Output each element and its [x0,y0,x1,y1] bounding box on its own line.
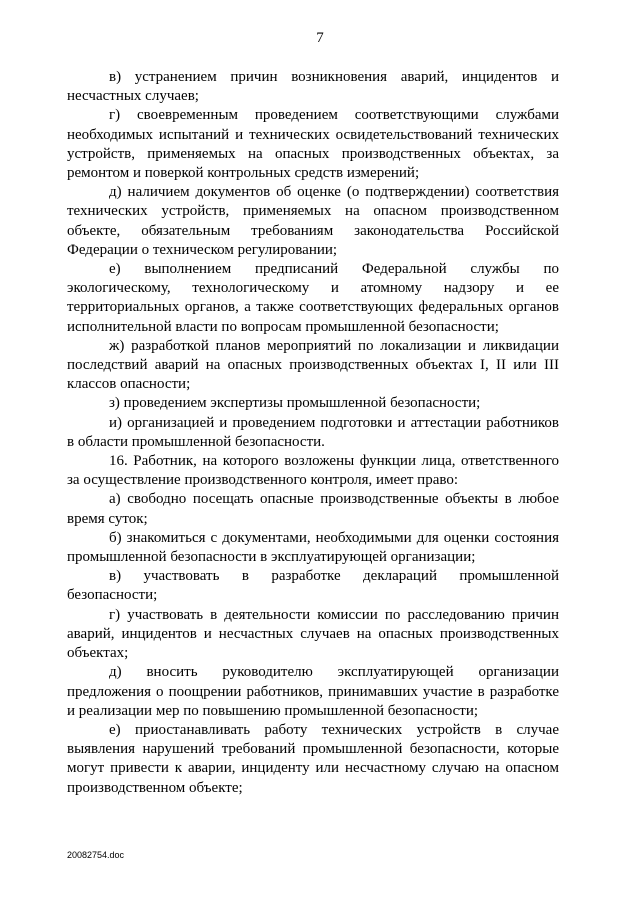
paragraph: з) проведением экспертизы промышленной безопасности; [109,395,481,412]
paragraph: ж) разработкой планов мероприятий по локализации и ликвидации последствий аварий на опасных производственных объектах I, II или III классов опасности; [67,337,559,393]
paragraph: а) свободно посещать опасные производственные объекты в любое время суток; [67,491,559,527]
paragraph: г) участвовать в деятельности комиссии по расследованию причин аварий, инцидентов и несчастных случаев на опасных производственных объектах; [67,606,559,662]
paragraph: е) выполнением предписаний Федеральной службы по экологическому, технологическому и атомному надзору и ее территориальных органов, а также соответствующих федеральных органов исполнительной власти по вопросам промышленной безопасности; [67,261,559,335]
footer-filename: 20082754.doc [67,850,125,860]
paragraph: 16. Работник, на которого возложены функции лица, ответственного за осуществление производственного контроля, имеет право: [67,453,559,489]
paragraph: и) организацией и проведением подготовки и аттестации работников в области промышленной безопасности. [67,414,559,450]
paragraph: г) своевременным проведением соответствующими службами необходимых испытаний и технических освидетельствований технических устройств, применяемых на опасных производственных объектах, за ремонтом и поверкой контрольных средств измерений; [67,107,559,182]
paragraph: в) устранением причин возникновения аварий, инцидентов и несчастных случаев; [67,69,559,105]
paragraph: д) вносить руководителю эксплуатирующей организации предложения о поощрении работников, принимавших участие в разработке и реализации мер по повышению промышленной безопасности; [67,664,559,719]
paragraph: в) участвовать в разработке деклараций промышленной безопасности; [67,568,559,604]
page-number: 7 [316,30,324,46]
paragraph: д) наличием документов об оценке (о подтверждении) соответствия технических устройств, применяемых на опасном производственном объекте, обязательным требованиям законодательства Российской Федерации о техническом регулировании; [67,184,559,258]
document-body [67,68,559,798]
paragraph: е) приостанавливать работу технических устройств в случае выявления нарушений требований промышленной безопасности, которые могут привести к аварии, инциденту или несчастному случаю на опасном производственном объекте; [67,721,559,796]
paragraph: б) знакомиться с документами, необходимыми для оценки состояния промышленной безопасности в эксплуатирующей организации; [67,529,559,566]
